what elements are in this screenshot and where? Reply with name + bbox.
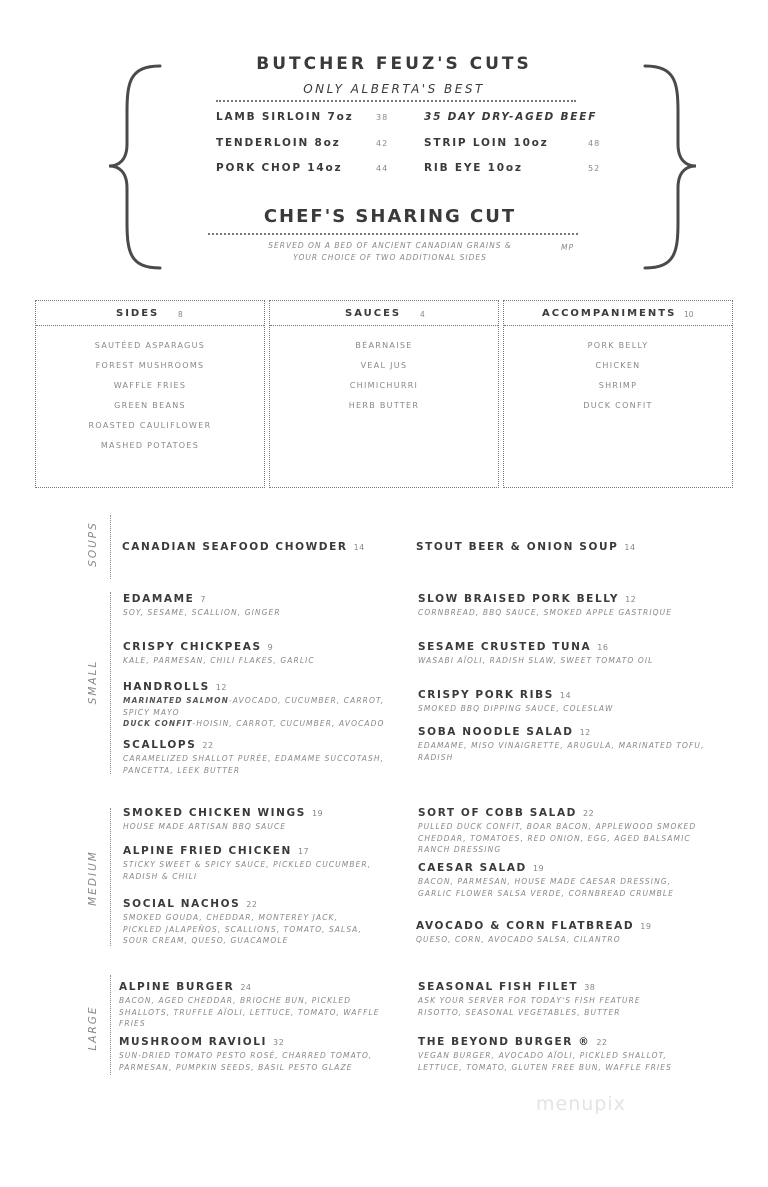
item-desc	[418, 1050, 672, 1073]
desc-line: RADISH	[418, 752, 454, 762]
list-item: PORK BELLY	[587, 341, 649, 350]
item-name	[119, 981, 380, 993]
sharing-price: MP	[561, 243, 574, 252]
menu-item	[123, 641, 315, 667]
menu-item	[418, 1036, 672, 1073]
sharing-description	[210, 240, 570, 264]
section-label-medium: MEDIUM	[87, 850, 99, 906]
desc-line: PULLED DUCK CONFIT, BOAR BACON, APPLEWOOD SMOKED	[418, 822, 697, 831]
option-label: MARINATED SALMON	[123, 696, 229, 705]
desc-line: RANCH DRESSING	[418, 845, 502, 854]
sharing-desc-line: SERVED ON A BED OF ANCIENT CANADIAN GRAINS &	[268, 241, 512, 250]
desc-line	[123, 718, 385, 730]
sharing-desc-line: YOUR CHOICE OF TWO ADDITIONAL SIDES	[293, 253, 487, 262]
item-name	[416, 541, 636, 553]
box-header	[270, 301, 498, 326]
item-title: SOBA NOODLE SALAD	[418, 726, 574, 738]
item-price: 19	[532, 864, 545, 873]
item-desc: KALE, PARMESAN, CHILI FLAKES, GARLIC	[123, 656, 315, 665]
desc-line: EDAMAME, MISO VINAIGRETTE, ARUGULA, MARINATED TOFU,	[418, 741, 705, 750]
item-title: AVOCADO & CORN FLATBREAD	[416, 920, 635, 932]
list-item: CHIMICHURRI	[349, 381, 419, 390]
section-line	[110, 592, 111, 774]
section-line	[110, 515, 111, 579]
item-name	[418, 641, 653, 653]
menu-item	[122, 541, 365, 553]
cut-tenderloin: TENDERLOIN 8oz	[216, 137, 341, 149]
section-label-small: SMALL	[87, 659, 99, 705]
list-item: ROASTED CAULIFLOWER	[88, 421, 212, 430]
menu-item	[416, 541, 636, 553]
item-price: 22	[246, 900, 258, 909]
item-name	[123, 845, 371, 857]
item-desc: QUESO, CORN, AVOCADO SALSA, CILANTRO	[416, 935, 621, 944]
item-desc	[418, 821, 696, 856]
menu-item	[418, 641, 653, 667]
desc-line: STICKY SWEET & SPICY SAUCE, PICKLED CUCUMBER,	[123, 860, 372, 869]
desc-line: PICKLED JALAPEÑOS, SCALLIONS, TOMATO, SALSA,	[123, 924, 363, 934]
item-title: EDAMAME	[123, 593, 195, 605]
desc-line: SMOKED GOUDA, CHEDDAR, MONTEREY JACK,	[123, 913, 339, 922]
cut-price: 52	[588, 164, 601, 173]
menu-item	[418, 981, 641, 1018]
item-name	[123, 641, 315, 653]
item-title: SOCIAL NACHOS	[123, 898, 241, 910]
menu-item	[123, 593, 281, 619]
item-desc	[123, 753, 384, 776]
option-desc: -HOISIN, CARROT, CUCUMBER, AVOCADO	[192, 719, 385, 728]
desc-line: CHEDDAR, TOMATOES, RED ONION, EGG, AGED BALSAMIC	[418, 833, 691, 843]
sauces-box	[269, 300, 499, 488]
menu-item	[418, 862, 674, 899]
cut-rib-eye: RIB EYE 10oz	[424, 162, 523, 174]
item-price: 22	[596, 1038, 608, 1047]
item-price: 24	[240, 983, 252, 992]
item-title: SMOKED CHICKEN WINGS	[123, 807, 306, 819]
item-name	[418, 862, 674, 874]
item-desc: WASABI AÏOLI, RADISH SLAW, SWEET TOMATO OIL	[418, 656, 654, 665]
item-name	[416, 920, 651, 932]
sharing-title: CHEF'S SHARING CUT	[263, 206, 517, 227]
list-item: MASHED POTATOES	[100, 441, 200, 450]
list-item: SHRIMP	[598, 381, 638, 390]
option-desc: -AVOCADO, CUCUMBER, CARROT,	[228, 696, 385, 705]
menu-item	[418, 726, 705, 763]
menu-item	[123, 807, 323, 833]
list-item: HERB BUTTER	[348, 401, 420, 410]
item-name	[418, 689, 614, 701]
cut-price: 44	[376, 164, 389, 173]
item-desc: CORNBREAD, BBQ SAUCE, SMOKED APPLE GASTRIQUE	[418, 608, 673, 617]
item-price: 17	[297, 847, 310, 856]
item-name	[123, 739, 384, 751]
item-price: 22	[583, 809, 595, 818]
butcher-subtitle: ONLY ALBERTA'S BEST	[303, 82, 485, 96]
item-desc	[119, 1050, 372, 1073]
desc-line: PARMESAN, PUMPKIN SEEDS, BASIL PESTO GLAZE	[119, 1062, 353, 1072]
item-price: 38	[584, 983, 596, 992]
item-name	[123, 898, 362, 910]
item-title: ALPINE FRIED CHICKEN	[123, 845, 292, 857]
list-item: BÉARNAISE	[355, 341, 413, 350]
cut-dry-aged-beef: 35 DAY DRY-AGED BEEF	[424, 111, 598, 123]
section-line	[110, 975, 111, 1075]
item-desc	[418, 740, 705, 763]
cut-lamb-sirloin: LAMB SIRLOIN 7oz	[216, 111, 354, 123]
desc-line: FRIES	[119, 1019, 146, 1028]
option-label: DUCK CONFIT	[123, 719, 193, 728]
cut-price: 38	[376, 113, 389, 122]
box-price: 8	[178, 310, 183, 319]
desc-line: ASK YOUR SERVER FOR TODAY'S FISH FEATURE	[418, 996, 641, 1005]
desc-line: GARLIC FLOWER SALSA VERDE, CORNBREAD CRUMBLE	[418, 888, 675, 898]
box-title: ACCOMPANIMENTS	[542, 308, 677, 319]
item-title: CAESAR SALAD	[418, 862, 527, 874]
item-price: 9	[267, 643, 274, 652]
desc-line: SOUR CREAM, QUESO, GUACAMOLE	[123, 936, 289, 945]
butcher-title: BUTCHER FEUZ'S CUTS	[256, 54, 532, 74]
item-desc	[123, 912, 362, 947]
item-title: SEASONAL FISH FILET	[418, 981, 579, 993]
accompaniments-box	[503, 300, 733, 488]
desc-line: VEGAN BURGER, AVOCADO AÏOLI, PICKLED SHALLOT,	[418, 1051, 667, 1060]
box-list	[270, 340, 498, 420]
item-desc	[123, 695, 385, 730]
item-price: 12	[625, 595, 637, 604]
item-desc: HOUSE MADE ARTISAN BBQ SAUCE	[123, 822, 287, 831]
list-item: GREEN BEANS	[114, 401, 186, 410]
item-price: 14	[559, 691, 572, 700]
item-name	[123, 807, 323, 819]
menu-item	[123, 845, 371, 882]
menu-item	[123, 739, 384, 776]
cut-price: 48	[588, 139, 601, 148]
desc-line: RADISH & CHILI	[123, 871, 198, 881]
item-title: SLOW BRAISED PORK BELLY	[418, 593, 620, 605]
menu-item	[418, 593, 672, 619]
list-item: CHICKEN	[595, 361, 641, 370]
item-name	[418, 807, 696, 819]
section-line	[110, 808, 111, 946]
item-name	[418, 1036, 672, 1048]
item-desc: SOY, SESAME, SCALLION, GINGER	[123, 608, 281, 617]
item-title: CRISPY PORK RIBS	[418, 689, 554, 701]
box-header	[36, 301, 264, 326]
item-name	[122, 541, 365, 553]
desc-line	[123, 695, 385, 707]
menu-item	[123, 898, 362, 947]
desc-line: LETTUCE, TOMATO, GLUTEN FREE BUN, WAFFLE FRIES	[418, 1062, 672, 1072]
item-price: 19	[640, 922, 652, 931]
box-list	[36, 340, 264, 460]
item-price: 7	[200, 595, 207, 604]
item-title: STOUT BEER & ONION SOUP	[416, 541, 619, 553]
item-desc	[123, 859, 371, 882]
section-label-large: LARGE	[87, 1005, 99, 1051]
desc-line: SUN-DRIED TOMATO PESTO ROSÉ, CHARRED TOMATO,	[119, 1051, 373, 1060]
menu-item	[119, 981, 380, 1030]
desc-line: BACON, PARMESAN, HOUSE MADE CAESAR DRESSING,	[418, 877, 672, 886]
item-price: 12	[215, 683, 227, 692]
desc-line: SHALLOTS, TRUFFLE AÏOLI, LETTUCE, TOMATO, WAFFLE	[119, 1007, 380, 1017]
item-price: 32	[273, 1038, 285, 1047]
item-name	[418, 593, 672, 605]
item-title: HANDROLLS	[123, 681, 210, 693]
box-price: 4	[420, 310, 425, 319]
divider	[216, 100, 576, 102]
menu-item	[418, 807, 696, 856]
item-name	[123, 593, 281, 605]
item-title: ALPINE BURGER	[119, 981, 235, 993]
item-desc	[418, 876, 674, 899]
item-name	[119, 1036, 372, 1048]
list-item: WAFFLE FRIES	[113, 381, 187, 390]
desc-line: CARAMELIZED SHALLOT PURÉE, EDAMAME SUCCOTASH,	[123, 754, 385, 763]
item-name	[418, 981, 641, 993]
item-title: SORT OF COBB SALAD	[418, 807, 577, 819]
divider	[208, 233, 578, 235]
desc-line: RISOTTO, SEASONAL VEGETABLES, BUTTER	[418, 1007, 621, 1017]
list-item: SAUTÉED ASPARAGUS	[94, 341, 206, 350]
desc-line: PANCETTA, LEEK BUTTER	[123, 765, 241, 775]
menu-item	[119, 1036, 372, 1073]
item-title: CANADIAN SEAFOOD CHOWDER	[122, 541, 348, 553]
box-list	[504, 340, 732, 420]
section-label-soups: SOUPS	[87, 521, 99, 567]
item-title: SCALLOPS	[123, 739, 197, 751]
item-desc: SMOKED BBQ DIPPING SAUCE, COLESLAW	[418, 704, 614, 713]
box-price: 10	[684, 310, 694, 319]
item-desc	[418, 995, 641, 1018]
item-price: 12	[579, 728, 591, 737]
item-title: THE BEYOND BURGER ®	[418, 1036, 591, 1048]
item-title: MUSHROOM RAVIOLI	[119, 1036, 268, 1048]
box-title: SIDES	[116, 308, 160, 319]
item-title: CRISPY CHICKPEAS	[123, 641, 262, 653]
item-price: 22	[202, 741, 214, 750]
item-price: 14	[353, 543, 365, 552]
item-price: 19	[311, 809, 324, 818]
list-item: FOREST MUSHROOMS	[95, 361, 205, 370]
item-name	[418, 726, 705, 738]
cut-pork-chop: PORK CHOP 14oz	[216, 162, 343, 174]
list-item: DUCK CONFIT	[583, 401, 653, 410]
list-item: VEAL JUS	[360, 361, 408, 370]
menu-item	[418, 689, 614, 715]
cut-strip-loin: STRIP LOIN 10oz	[424, 137, 549, 149]
item-name	[123, 681, 385, 693]
sides-box	[35, 300, 265, 488]
menu-item	[416, 920, 651, 946]
cut-price: 42	[376, 139, 389, 148]
item-desc	[119, 995, 380, 1030]
menu-item	[123, 681, 385, 730]
item-price: 16	[597, 643, 609, 652]
item-title: SESAME CRUSTED TUNA	[418, 641, 592, 653]
watermark: menupix	[536, 1093, 626, 1115]
box-title: SAUCES	[345, 308, 402, 319]
box-header	[504, 301, 732, 326]
item-price: 14	[624, 543, 636, 552]
desc-line: BACON, AGED CHEDDAR, BRIOCHE BUN, PICKLED	[119, 996, 352, 1005]
desc-line: SPICY MAYO	[123, 707, 180, 717]
